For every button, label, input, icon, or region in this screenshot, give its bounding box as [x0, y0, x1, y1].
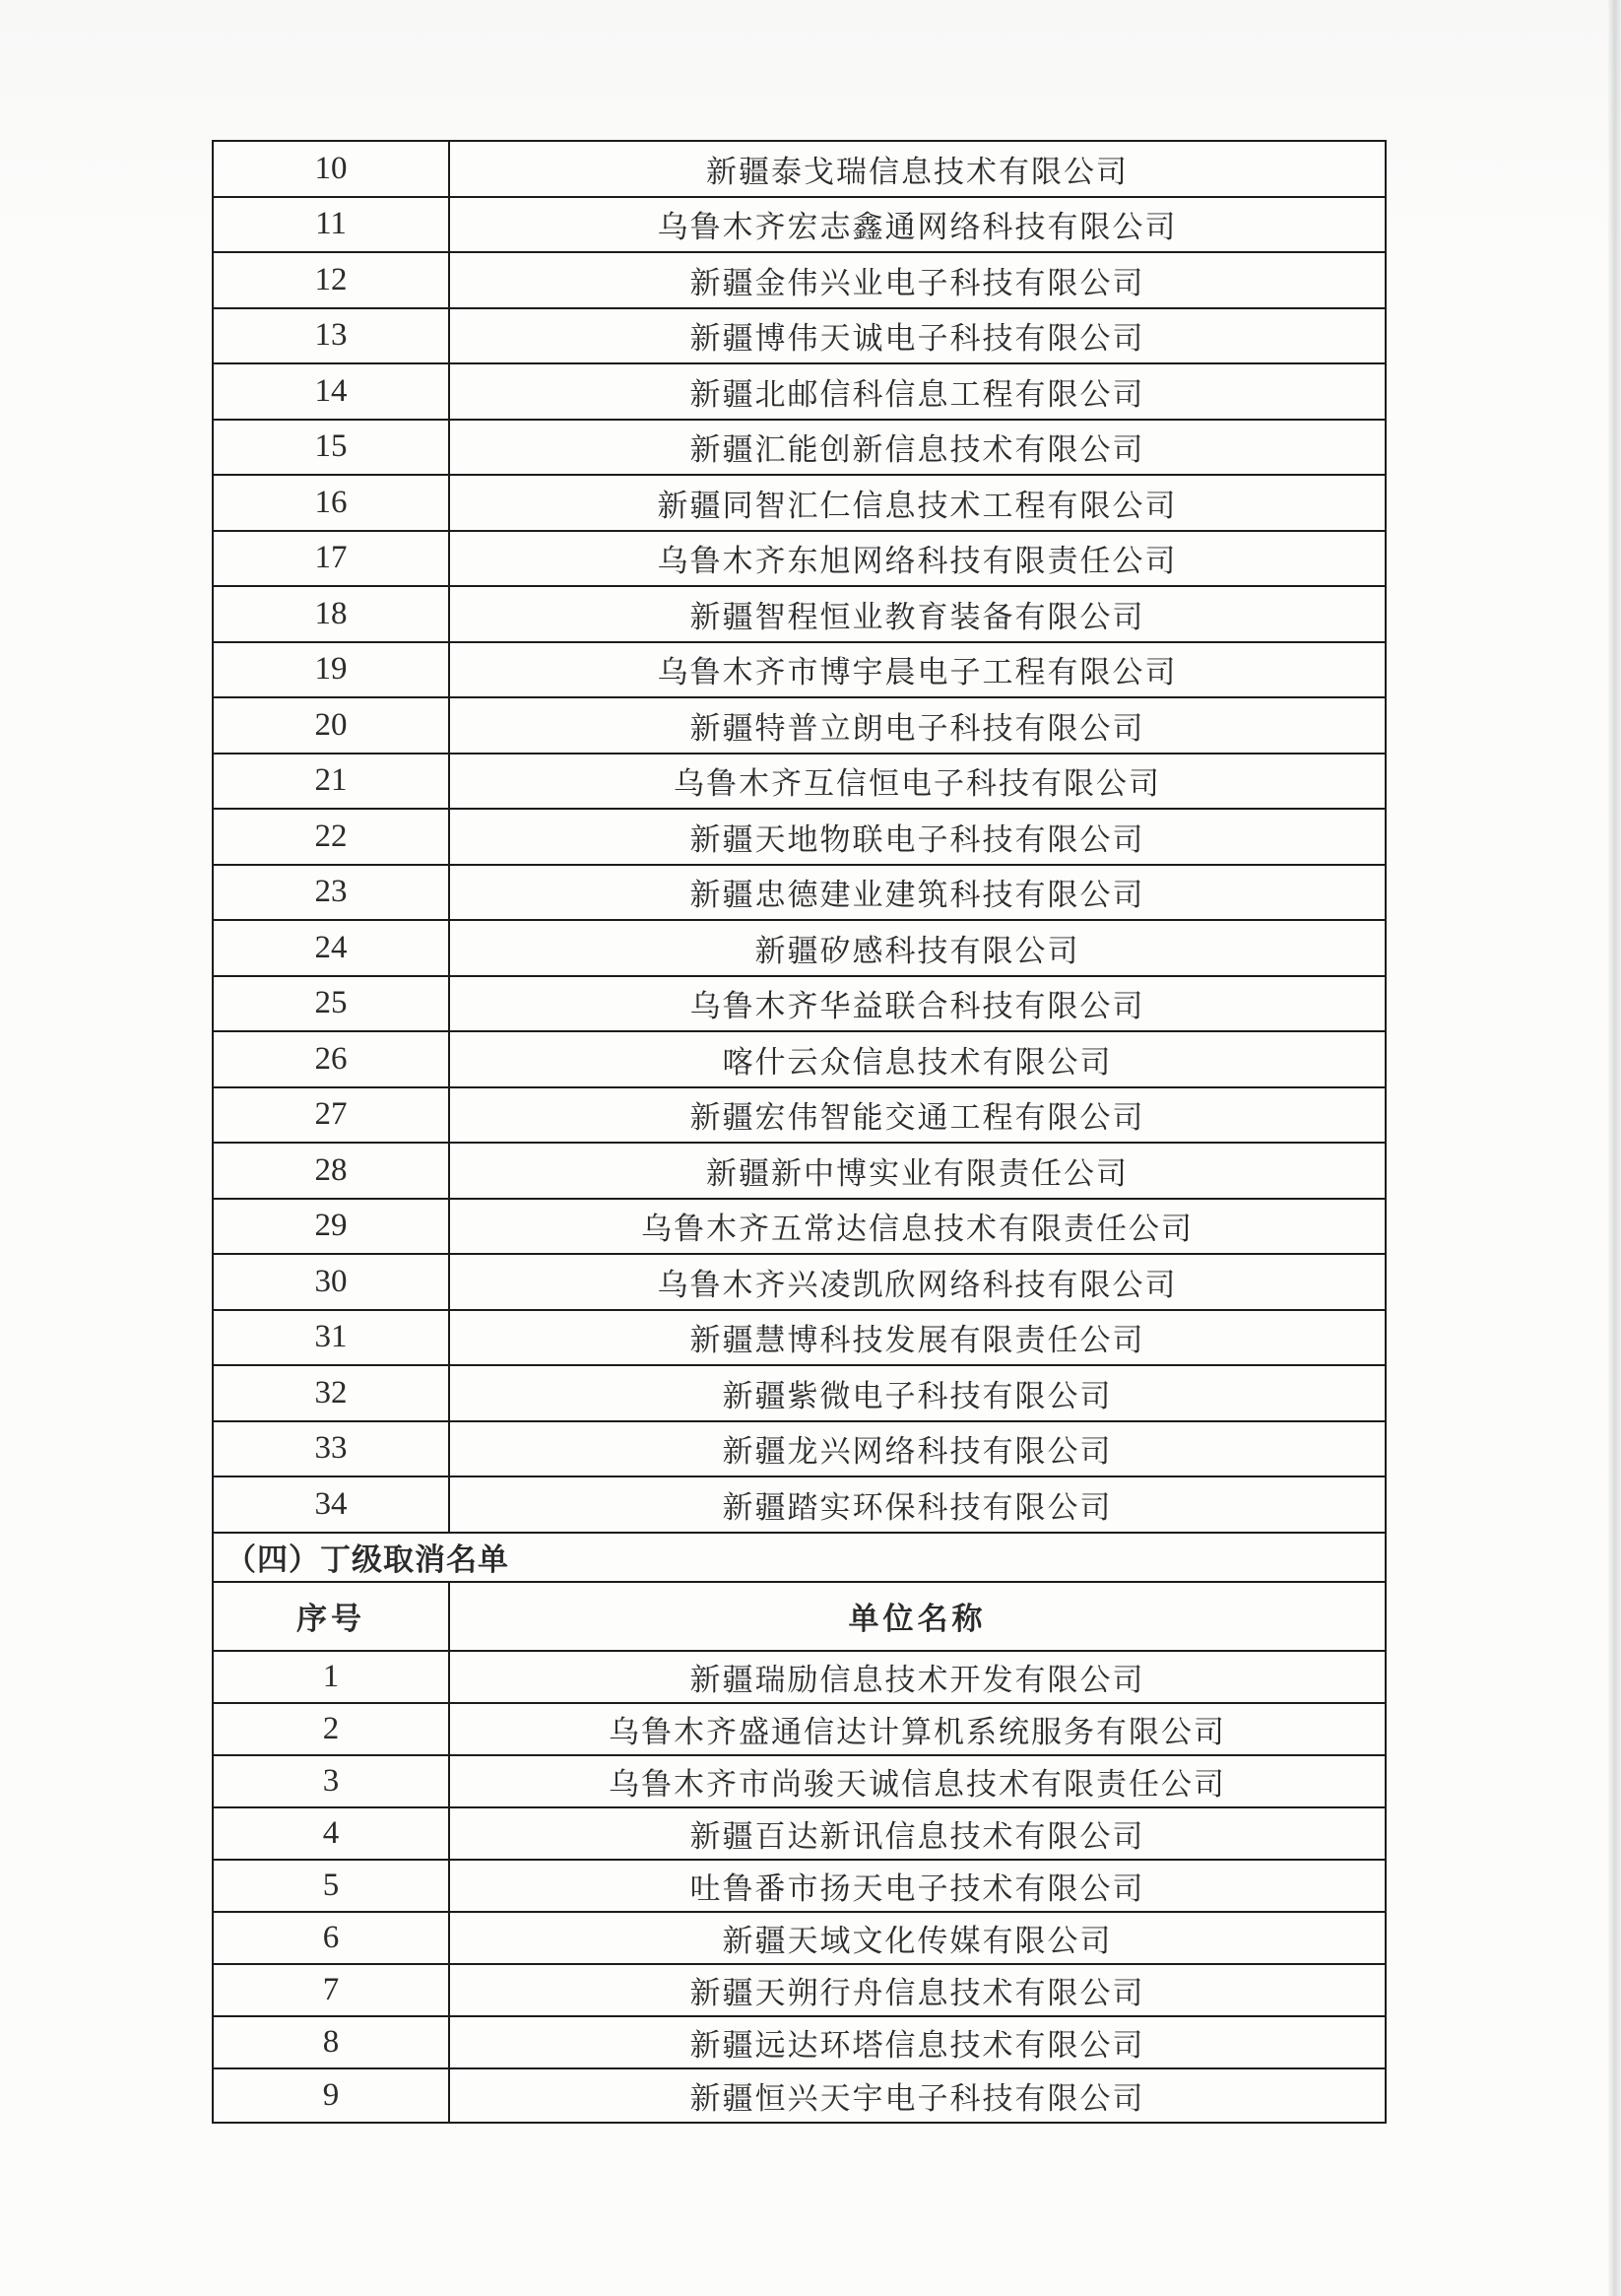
- table-row: [214, 1200, 1385, 1256]
- row-serial-cell: 2: [214, 1704, 450, 1754]
- section-title-row: [214, 1534, 1385, 1583]
- company-name-cell: 新疆同智汇仁信息技术工程有限公司: [657, 488, 1178, 523]
- company-name-cell: 新疆紫微电子科技有限公司: [722, 1378, 1113, 1413]
- row-serial-cell: 10: [214, 142, 450, 196]
- table-row: [214, 2017, 1385, 2069]
- section-title: （四）丁级取消名单: [226, 1542, 509, 1577]
- company-name-cell: 新疆百达新讯信息技术有限公司: [689, 1818, 1145, 1854]
- table2-header-row: [214, 1583, 1385, 1652]
- company-name-cell: 新疆汇能创新信息技术有限公司: [689, 432, 1145, 468]
- table-row: [214, 1965, 1385, 2017]
- table-row: [214, 1144, 1385, 1200]
- row-serial-cell: 28: [214, 1144, 450, 1198]
- company-name-cell: 乌鲁木齐互信恒电子科技有限公司: [674, 766, 1161, 802]
- table-row: [214, 142, 1385, 198]
- company-name-cell: 新疆踏实环保科技有限公司: [722, 1489, 1113, 1525]
- company-name-cell: 新疆远达环塔信息技术有限公司: [689, 2027, 1145, 2063]
- row-serial-cell: 25: [214, 977, 450, 1031]
- table-row: [214, 253, 1385, 309]
- table-row: [214, 1704, 1385, 1756]
- column-header-serial: 序号: [214, 1583, 450, 1650]
- row-serial-cell: 22: [214, 810, 450, 864]
- company-name-cell: 新疆天地物联电子科技有限公司: [689, 821, 1145, 857]
- row-serial-cell: 14: [214, 364, 450, 419]
- cancellation-list-table: [212, 140, 1387, 2124]
- table-row: [214, 1861, 1385, 1913]
- row-serial-cell: 18: [214, 587, 450, 641]
- row-serial-cell: 13: [214, 309, 450, 363]
- row-serial-cell: 6: [214, 1913, 450, 1963]
- row-serial-cell: 8: [214, 2017, 450, 2067]
- row-serial-cell: 32: [214, 1366, 450, 1420]
- row-serial-cell: 29: [214, 1200, 450, 1254]
- table-row: [214, 977, 1385, 1033]
- row-serial-cell: 15: [214, 421, 450, 475]
- table-row: [214, 1913, 1385, 1965]
- row-serial-cell: 23: [214, 866, 450, 920]
- table-row: [214, 754, 1385, 811]
- table-row: [214, 1032, 1385, 1088]
- company-name-cell: 乌鲁木齐兴凌凯欣网络科技有限公司: [657, 1267, 1178, 1302]
- table-row: [214, 1652, 1385, 1704]
- company-name-cell: 新疆博伟天诚电子科技有限公司: [689, 321, 1145, 357]
- table-row: [214, 1088, 1385, 1145]
- row-serial-cell: 26: [214, 1032, 450, 1086]
- table-row: [214, 587, 1385, 643]
- company-name-cell: 新疆金伟兴业电子科技有限公司: [689, 265, 1145, 300]
- row-serial-cell: 33: [214, 1422, 450, 1476]
- company-name-cell: 新疆特普立朗电子科技有限公司: [689, 710, 1145, 746]
- table-row: [214, 476, 1385, 532]
- table-row: [214, 1311, 1385, 1367]
- company-name-cell: 新疆矽感科技有限公司: [754, 933, 1080, 968]
- row-serial-cell: 27: [214, 1088, 450, 1143]
- table-row: [214, 532, 1385, 588]
- table-row: [214, 698, 1385, 754]
- company-name-cell: 新疆瑞励信息技术开发有限公司: [689, 1662, 1145, 1697]
- row-serial-cell: 3: [214, 1756, 450, 1806]
- table-row: [214, 309, 1385, 365]
- table-row: [214, 1422, 1385, 1478]
- company-name-cell: 新疆宏伟智能交通工程有限公司: [689, 1100, 1145, 1136]
- row-serial-cell: 19: [214, 643, 450, 697]
- company-name-cell: 新疆北邮信科信息工程有限公司: [689, 376, 1145, 412]
- company-name-cell: 新疆恒兴天宇电子科技有限公司: [689, 2080, 1145, 2116]
- row-serial-cell: 1: [214, 1652, 450, 1702]
- table-row: [214, 421, 1385, 477]
- table1-body: [214, 142, 1385, 1534]
- row-serial-cell: 4: [214, 1808, 450, 1859]
- row-serial-cell: 30: [214, 1255, 450, 1309]
- row-serial-cell: 31: [214, 1311, 450, 1365]
- company-name-cell: 新疆智程恒业教育装备有限公司: [689, 599, 1145, 634]
- company-name-cell: 喀什云众信息技术有限公司: [722, 1044, 1113, 1080]
- table-row: [214, 198, 1385, 254]
- table-row: [214, 1255, 1385, 1311]
- company-name-cell: 乌鲁木齐盛通信达计算机系统服务有限公司: [609, 1714, 1226, 1749]
- table-row: [214, 921, 1385, 977]
- row-serial-cell: 34: [214, 1477, 450, 1532]
- row-serial-cell: 16: [214, 476, 450, 530]
- row-serial-cell: 24: [214, 921, 450, 975]
- company-name-cell: 吐鲁番市扬天电子技术有限公司: [689, 1870, 1145, 1906]
- row-serial-cell: 12: [214, 253, 450, 307]
- company-name-cell: 新疆泰戈瑞信息技术有限公司: [706, 154, 1129, 189]
- table-row: [214, 1366, 1385, 1422]
- table-row: [214, 810, 1385, 866]
- column-header-unit-name: 单位名称: [848, 1602, 987, 1636]
- table-row: [214, 643, 1385, 699]
- scanner-edge-artifact: [1607, 0, 1621, 2296]
- table-row: [214, 1756, 1385, 1808]
- company-name-cell: 乌鲁木齐宏志鑫通网络科技有限公司: [657, 210, 1178, 245]
- company-name-cell: 新疆天朔行舟信息技术有限公司: [689, 1975, 1145, 2010]
- company-name-cell: 乌鲁木齐五常达信息技术有限责任公司: [641, 1212, 1194, 1247]
- row-serial-cell: 17: [214, 532, 450, 586]
- company-name-cell: 新疆忠德建业建筑科技有限公司: [689, 878, 1145, 913]
- row-serial-cell: 5: [214, 1861, 450, 1911]
- table2-body: [214, 1652, 1385, 2122]
- table-row: [214, 866, 1385, 922]
- row-serial-cell: 21: [214, 754, 450, 809]
- table-row: [214, 2069, 1385, 2122]
- row-serial-cell: 20: [214, 698, 450, 753]
- row-serial-cell: 9: [214, 2069, 450, 2122]
- row-serial-cell: 7: [214, 1965, 450, 2015]
- company-name-cell: 乌鲁木齐市尚骏天诚信息技术有限责任公司: [609, 1766, 1226, 1802]
- company-name-cell: 乌鲁木齐东旭网络科技有限责任公司: [657, 544, 1178, 579]
- table-row: [214, 1808, 1385, 1861]
- table-row: [214, 1477, 1385, 1534]
- company-name-cell: 新疆龙兴网络科技有限公司: [722, 1434, 1113, 1470]
- row-serial-cell: 11: [214, 198, 450, 252]
- company-name-cell: 乌鲁木齐市博宇晨电子工程有限公司: [657, 655, 1178, 690]
- company-name-cell: 新疆天域文化传媒有限公司: [722, 1923, 1113, 1958]
- company-name-cell: 新疆慧博科技发展有限责任公司: [689, 1323, 1145, 1358]
- company-name-cell: 新疆新中博实业有限责任公司: [706, 1155, 1129, 1191]
- table-row: [214, 364, 1385, 421]
- company-name-cell: 乌鲁木齐华益联合科技有限公司: [689, 989, 1145, 1024]
